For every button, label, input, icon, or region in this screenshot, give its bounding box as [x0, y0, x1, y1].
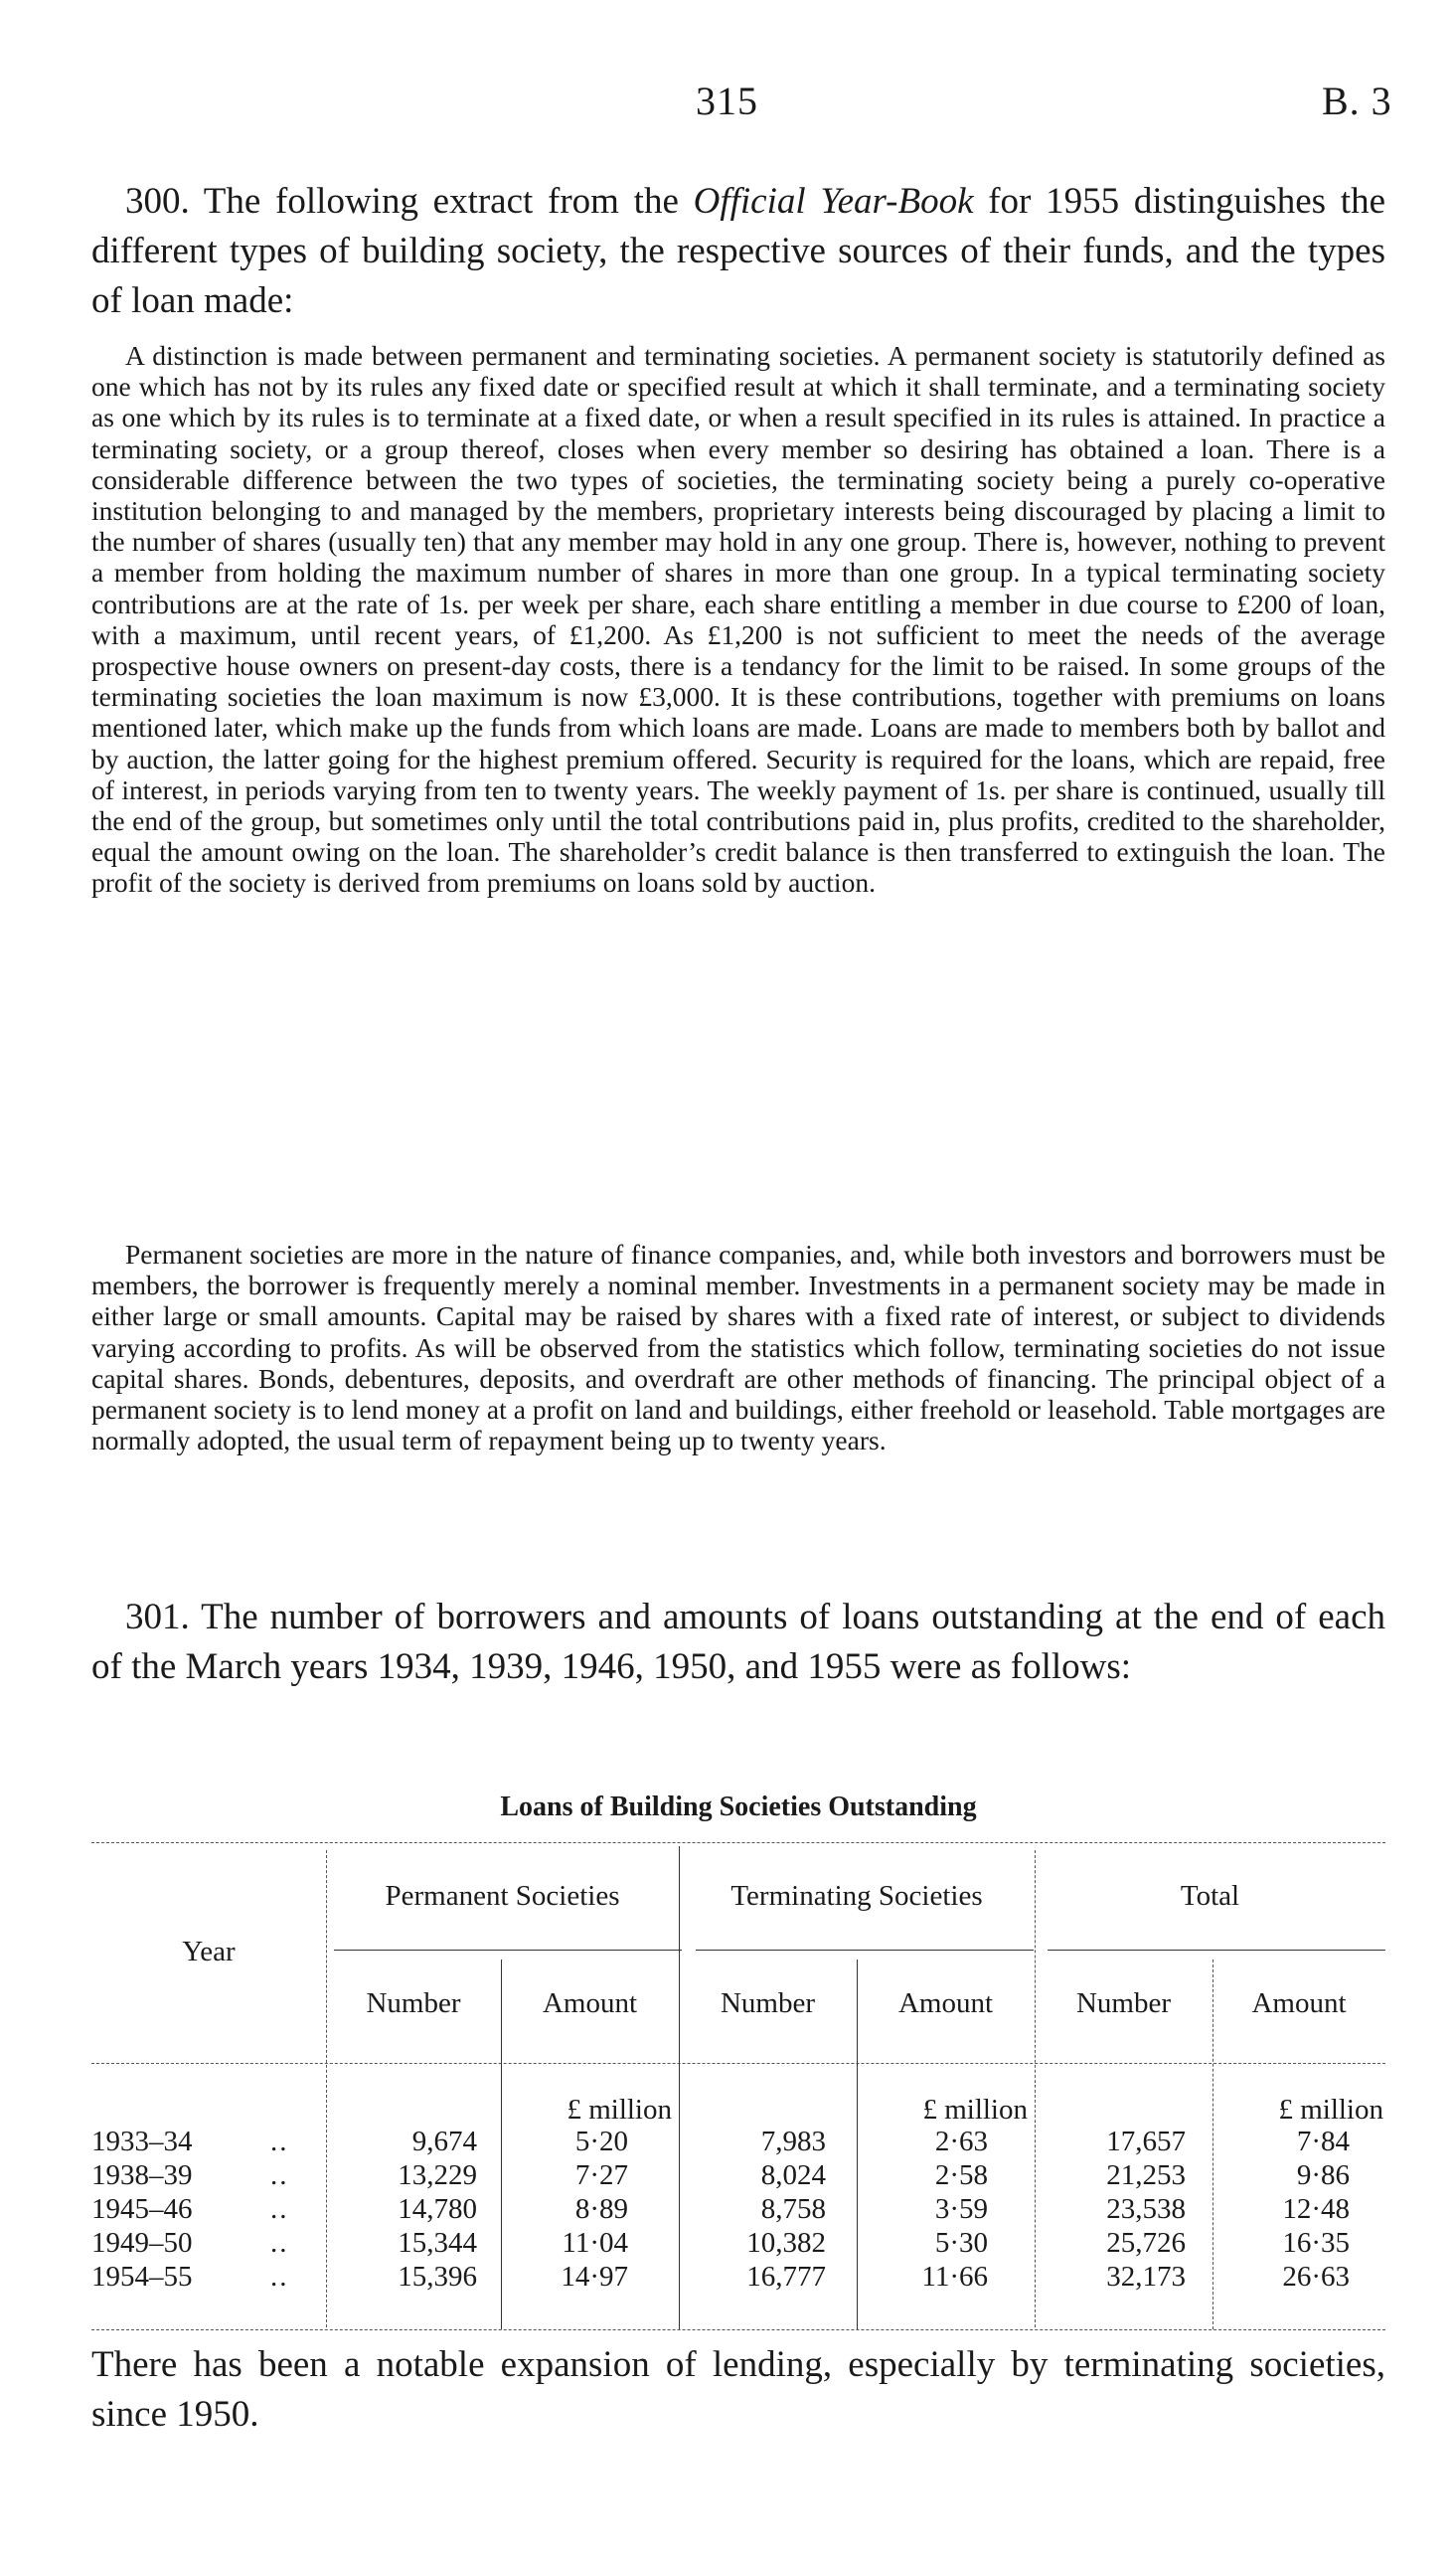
subheader-amount: Amount	[897, 1987, 994, 2019]
total-amount: 7·84	[1296, 2126, 1350, 2157]
table-top-rule	[91, 1842, 1385, 1843]
paragraph-text: There has been a notable expansion of lending, especially by terminating societies, since 1950.	[91, 2344, 1385, 2435]
publication-title: Official Year-Book	[693, 181, 974, 222]
extract-paragraph-1	[91, 340, 1385, 899]
table-title: Loans of Building Societies Outstanding	[500, 1792, 977, 1822]
group-header-permanent: Permanent Societies	[385, 1880, 620, 1912]
header-bottom-rule	[91, 2063, 1385, 2064]
extract-text: A distinction is made between permanent and terminating societies. A permanent society is statutorily defined as one which has not by its rules any fixed date or specified result at which it shall terminate, and a terminating society as one which by its rules is to terminate at a fixed date, or when a result specified in its rules is attained. In practice a terminating society, or a group thereof, closes when every member so desiring has obtained a loan. There is a considerable difference between the two types of societies, the terminating society being a purely co-operative institution belonging to and managed by the members, proprietary interests being discouraged by placing a limit to the number of shares (usually ten) that any member may hold in any one group. There is, however, nothing to prevent a member from holding the maximum number of shares in more than one group. In a typical terminating society contributions are at the rate of 1s. per week per share, each share entitling a member in due course to £200 of loan, with a maximum, until recent years, of £1,200. As £1,200 is not sufficient to meet the needs of the average prospective house owners on present-day costs, there is a tendancy for the limit to be raised. In some groups of the terminating societies the loan maximum is now £3,000. It is these contributions, together with premiums on loans mentioned later, which make up the funds from which loans are made. Loans are made to members both by ballot and by auction, the latter going for the highest premium offered. Security is required for the loans, which are repaid, free of interest, in periods varying from ten to twenty years. The weekly payment of 1s. per share is continued, usually till the end of the group, but sometimes only until the total contributions paid in, plus profits, credited to the shareholder, equal the amount owing on the loan. The shareholder’s credit balance is then transferred to extinguish the loan. The profit of the society is derived from premiums on loans sold by auction.	[91, 340, 1385, 899]
group-rule-total	[1048, 1950, 1385, 1951]
perm-amount: 14·97	[561, 2261, 628, 2293]
extract-paragraph-2	[91, 1239, 1385, 1455]
total-number: 32,173	[1106, 2261, 1186, 2293]
total-number: 21,253	[1106, 2159, 1186, 2191]
subheader-number: Number	[366, 1987, 461, 2019]
leader-dots: ..	[270, 2227, 289, 2259]
group-rule-terminating	[696, 1950, 1034, 1951]
unit-label: £ million	[922, 2094, 1028, 2126]
perm-amount: 11·04	[562, 2227, 628, 2259]
term-number: 10,382	[746, 2227, 826, 2259]
term-amount: 5·30	[934, 2227, 988, 2259]
section-identifier: B. 3	[1322, 79, 1392, 123]
subheader-number: Number	[720, 1987, 816, 2019]
perm-number: 9,674	[411, 2126, 477, 2157]
table-bottom-rule	[91, 2329, 1385, 2330]
perm-amount: 5·20	[574, 2126, 628, 2157]
term-amount: 11·66	[921, 2261, 988, 2293]
leader-dots: ..	[270, 2261, 289, 2293]
group-rule-permanent	[334, 1950, 682, 1951]
group-header-terminating: Terminating Societies	[730, 1880, 983, 1912]
term-amount: 2·63	[934, 2126, 988, 2157]
term-amount: 2·58	[934, 2159, 988, 2191]
leader-dots: ..	[270, 2159, 289, 2191]
extract-text: Permanent societies are more in the nature of finance companies, and, while both investors and borrowers must be members, the borrower is frequently merely a nominal member. Investments in a permanent society may be made in either large or small amounts. Capital may be raised by shares with a fixed rate of interest, or subject to dividends varying according to profits. As will be observed from the statistics which follow, terminating societies do not issue capital shares. Bonds, debentures, deposits, and overdraft are other methods of financing. The principal object of a permanent society is to lend money at a profit on land and buildings, either freehold or leasehold. Table mortgages are normally adopted, the usual term of repayment being up to twenty years.	[91, 1239, 1385, 1456]
loans-table	[91, 1842, 1385, 2329]
year-cell: 1954–55	[91, 2261, 193, 2293]
closing-paragraph	[91, 2340, 1385, 2440]
perm-number: 15,344	[398, 2227, 477, 2259]
total-amount: 12·48	[1282, 2193, 1350, 2225]
total-number: 23,538	[1106, 2193, 1186, 2225]
leader-dots: ..	[270, 2126, 289, 2157]
total-amount: 9·86	[1296, 2159, 1350, 2191]
paragraph-300	[91, 177, 1385, 326]
paragraph-301	[91, 1593, 1385, 1692]
unit-label: £ million	[566, 2094, 672, 2126]
year-cell: 1933–34	[91, 2126, 193, 2157]
total-amount: 16·35	[1282, 2227, 1350, 2259]
leader-dots: ..	[270, 2193, 289, 2225]
paragraph-text: The following extract from the	[189, 181, 694, 222]
subheader-amount: Amount	[1251, 1987, 1347, 2019]
perm-amount: 8·89	[574, 2193, 628, 2225]
paragraph-number: 300.	[125, 181, 190, 222]
year-cell: 1938–39	[91, 2159, 193, 2191]
subheader-amount: Amount	[542, 1987, 638, 2019]
perm-number: 13,229	[398, 2159, 477, 2191]
term-amount: 3·59	[934, 2193, 988, 2225]
total-number: 25,726	[1106, 2227, 1186, 2259]
perm-amount: 7·27	[574, 2159, 628, 2191]
paragraph-text: for 1955 distinguishes the different types of building society, the respective sources of their funds, and the types of loan made:	[91, 181, 1385, 321]
term-number: 7,983	[760, 2126, 826, 2157]
year-cell: 1945–46	[91, 2193, 193, 2225]
total-number: 17,657	[1106, 2126, 1186, 2157]
term-number: 8,758	[760, 2193, 826, 2225]
perm-number: 15,396	[398, 2261, 477, 2293]
total-amount: 26·63	[1282, 2261, 1350, 2293]
year-cell: 1949–50	[91, 2227, 193, 2259]
group-header-total: Total	[1180, 1880, 1240, 1912]
subheader-number: Number	[1075, 1987, 1172, 2019]
page-number: 315	[696, 79, 758, 123]
perm-number: 14,780	[398, 2193, 477, 2225]
year-header: Year	[182, 1936, 236, 1967]
term-number: 8,024	[760, 2159, 826, 2191]
unit-label: £ million	[1278, 2094, 1383, 2126]
term-number: 16,777	[746, 2261, 826, 2293]
paragraph-text: 301. The number of borrowers and amounts of loans outstanding at the end of each of the March years 1934, 1939, 1946, 1950, and 1955 were as follows:	[91, 1597, 1385, 1687]
